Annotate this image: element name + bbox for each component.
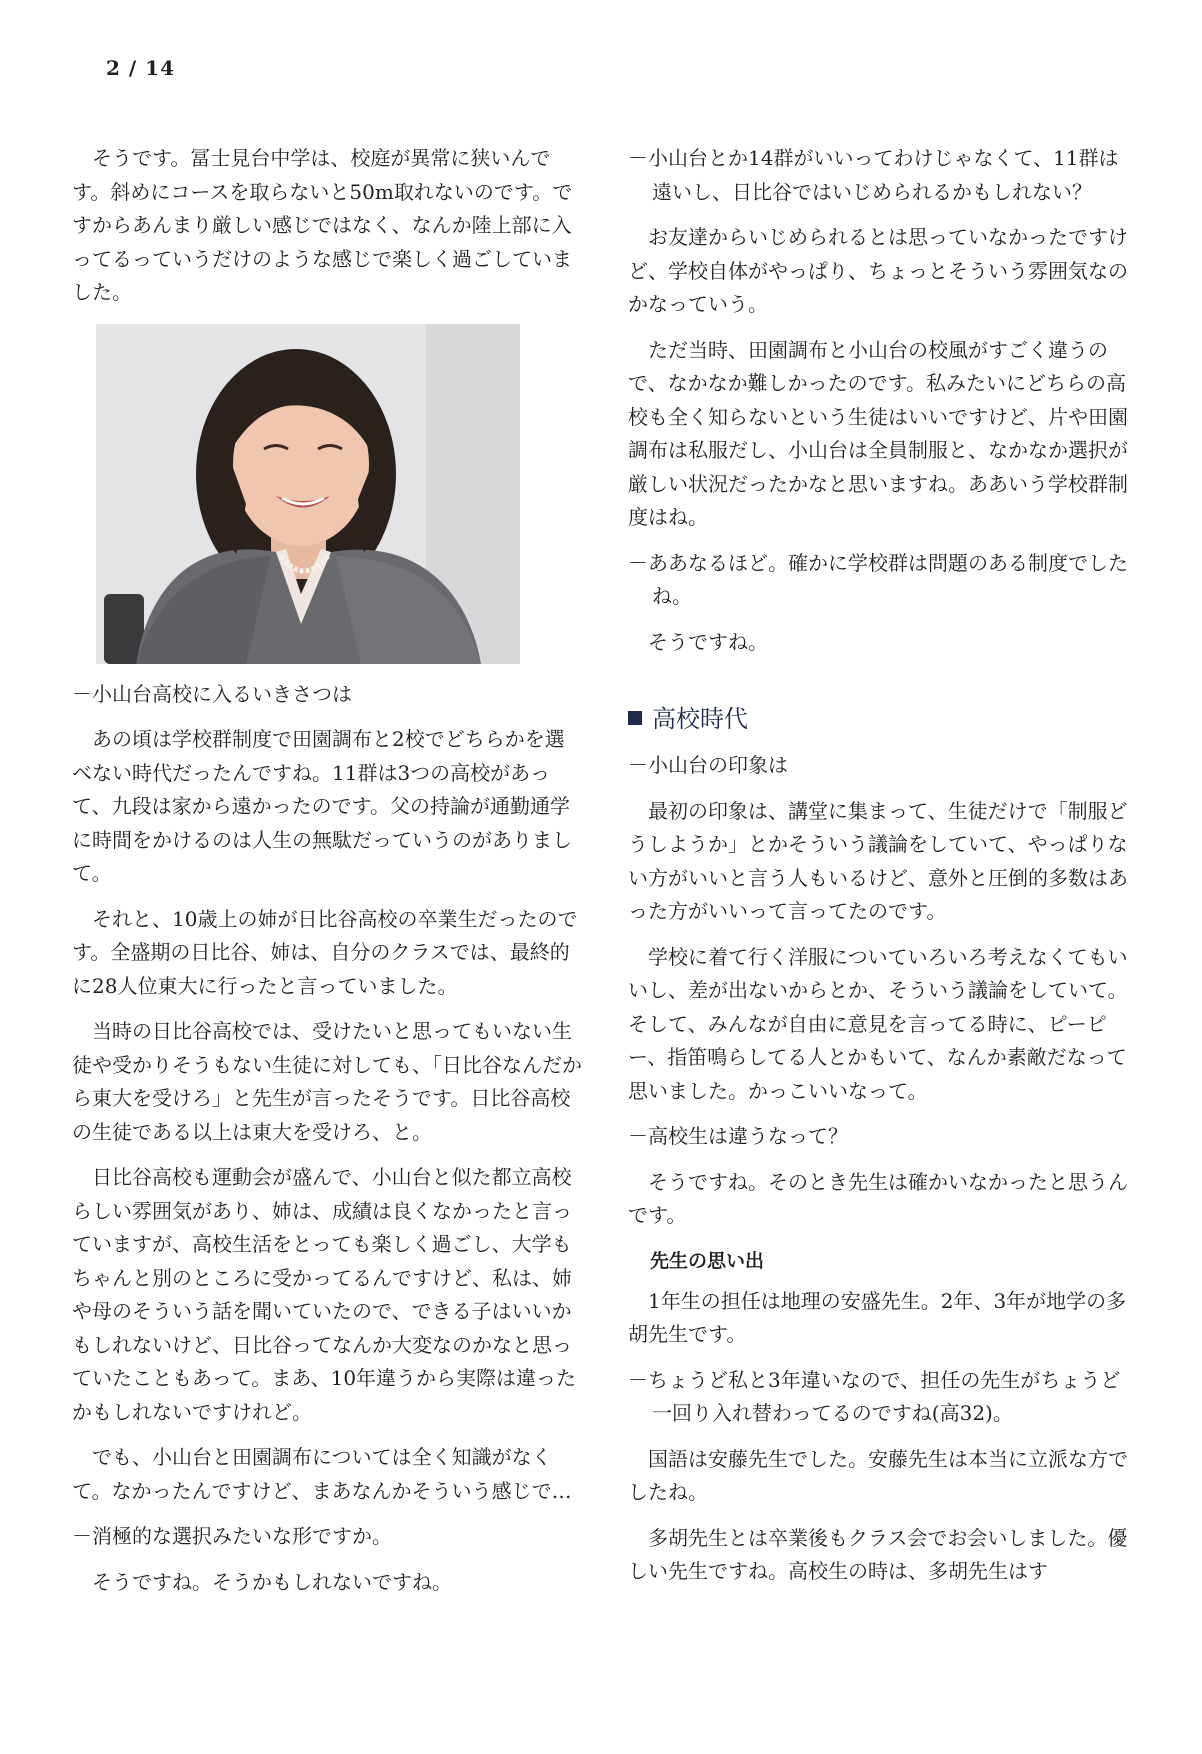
paragraph: 日比谷高校も運動会が盛んで、小山台と似た都立高校らしい雰囲気があり、姉は、成績は良くなかったと言っていますが、高校生活をとっても楽しく過ごし、大学もちゃんと別のところに受かってるんですけど、私は、姉や母のそういう話を聞いていたので、できる子はいいかもしれないけど、日比谷ってなんか大変なのかなと思っていたこともあって。まあ、10年違うから実際は違ったかもしれないですけれど。 [72, 1165, 577, 1424]
portrait-illustration [96, 324, 520, 664]
paragraph: でも、小山台と田園調布については全く知識がなくて。なかったんですけど、まあなんかそういう感じで… [72, 1445, 572, 1503]
interviewer-question: －小山台とか14群がいいってわけじゃなくて、11群は遠いし、日比谷ではいじめられるかもしれない？ [628, 146, 1119, 204]
paragraph: そうですね。 [648, 629, 768, 654]
right-column [628, 142, 1130, 1601]
paragraph: お友達からいじめられるとは思っていなかったですけど、学校自体がやっぱり、ちょっとそういう雰囲気なのかなっていう。 [628, 225, 1128, 316]
interviewer-question: －消極的な選択みたいな形ですか。 [72, 1524, 392, 1548]
paragraph: そうですね。そのとき先生は確かいなかったと思うんです。 [628, 1169, 1128, 1227]
interviewer-question: －小山台の印象は [628, 753, 788, 777]
interviewer-question: －高校生は違うなって？ [628, 1124, 848, 1148]
interviewer-question: －ああなるほど。確かに学校群は問題のある制度でしたね。 [628, 550, 1128, 608]
paragraph: 多胡先生とは卒業後もクラス会でお会いしました。優しい先生ですね。高校生の時は、多胡先生はす [628, 1525, 1128, 1583]
page-number: 2 / 14 [106, 56, 175, 80]
interviewer-question: －ちょうど私と3年違いなので、担任の先生がちょうど一回り入れ替わってるのですね(高32)。 [628, 1367, 1121, 1425]
paragraph: 最初の印象は、講堂に集まって、生徒だけで「制服どうしようか」とかそういう議論をしていて、やっぱりない方がいいと言う人もいるけど、意外と圧倒的多数はあった方がいいって言ってたのです。 [628, 798, 1128, 923]
square-bullet-icon [628, 711, 642, 725]
sub-heading: 先生の思い出 [650, 1249, 765, 1272]
paragraph: 当時の日比谷高校では、受けたいと思ってもいない生徒や受かりそうもない生徒に対しても、「日比谷なんだから東大を受けろ」と先生が言ったそうです。日比谷高校の生徒である以上は東大を受けろ、と。 [72, 1019, 582, 1144]
interviewer-question: －小山台高校に入るいきさつは [72, 681, 352, 706]
paragraph: ただ当時、田園調布と小山台の校風がすごく違うので、なかなか難しかったのです。私みたいにどちらの高校も全く知らないという生徒はいいですけど、片や田園調布は私服だし、小山台は全員制服と、なかなか選択が厳しい状況だったかなと思いますね。ああいう学校群制度はね。 [628, 337, 1128, 529]
paragraph: 国語は安藤先生でした。安藤先生は本当に立派な方でしたね。 [628, 1446, 1128, 1504]
section-heading-text: 高校時代 [652, 705, 748, 733]
section-heading [628, 701, 1130, 737]
left-column [72, 142, 584, 1611]
paragraph: そうですね。そうかもしれないですね。 [92, 1569, 452, 1594]
paragraph: 学校に着て行く洋服についていろいろ考えなくてもいいし、差が出ないからとか、そういう議論をしていて。そして、みんなが自由に意見を言ってる時に、ピーピー、指笛鳴らしてる人とかもいて、なんか素敵だなって思いました。かっこいいなって。 [628, 944, 1128, 1103]
paragraph: そうです。冨士見台中学は、校庭が異常に狭いんです。斜めにコースを取らないと50m取れないのです。ですからあんまり厳しい感じではなく、なんか陸上部に入ってるっていうだけのような感じで楽しく過ごしていました。 [72, 146, 573, 304]
paragraph: それと、10歳上の姉が日比谷高校の卒業生だったのです。全盛期の日比谷、姉は、自分のクラスでは、最終的に28人位東大に行ったと言っていました。 [72, 906, 578, 998]
interviewee-photo [96, 324, 520, 664]
paragraph: 1年生の担任は地理の安盛先生。2年、3年が地学の多胡先生です。 [628, 1288, 1127, 1346]
paragraph: あの頃は学校群制度で田園調布と2校でどちらかを選べない時代だったんですね。11群は3つの高校があって、九段は家から遠かったのです。父の持論が通勤通学に時間をかけるのは人生の無駄だっていうのがありまして。 [72, 727, 572, 885]
